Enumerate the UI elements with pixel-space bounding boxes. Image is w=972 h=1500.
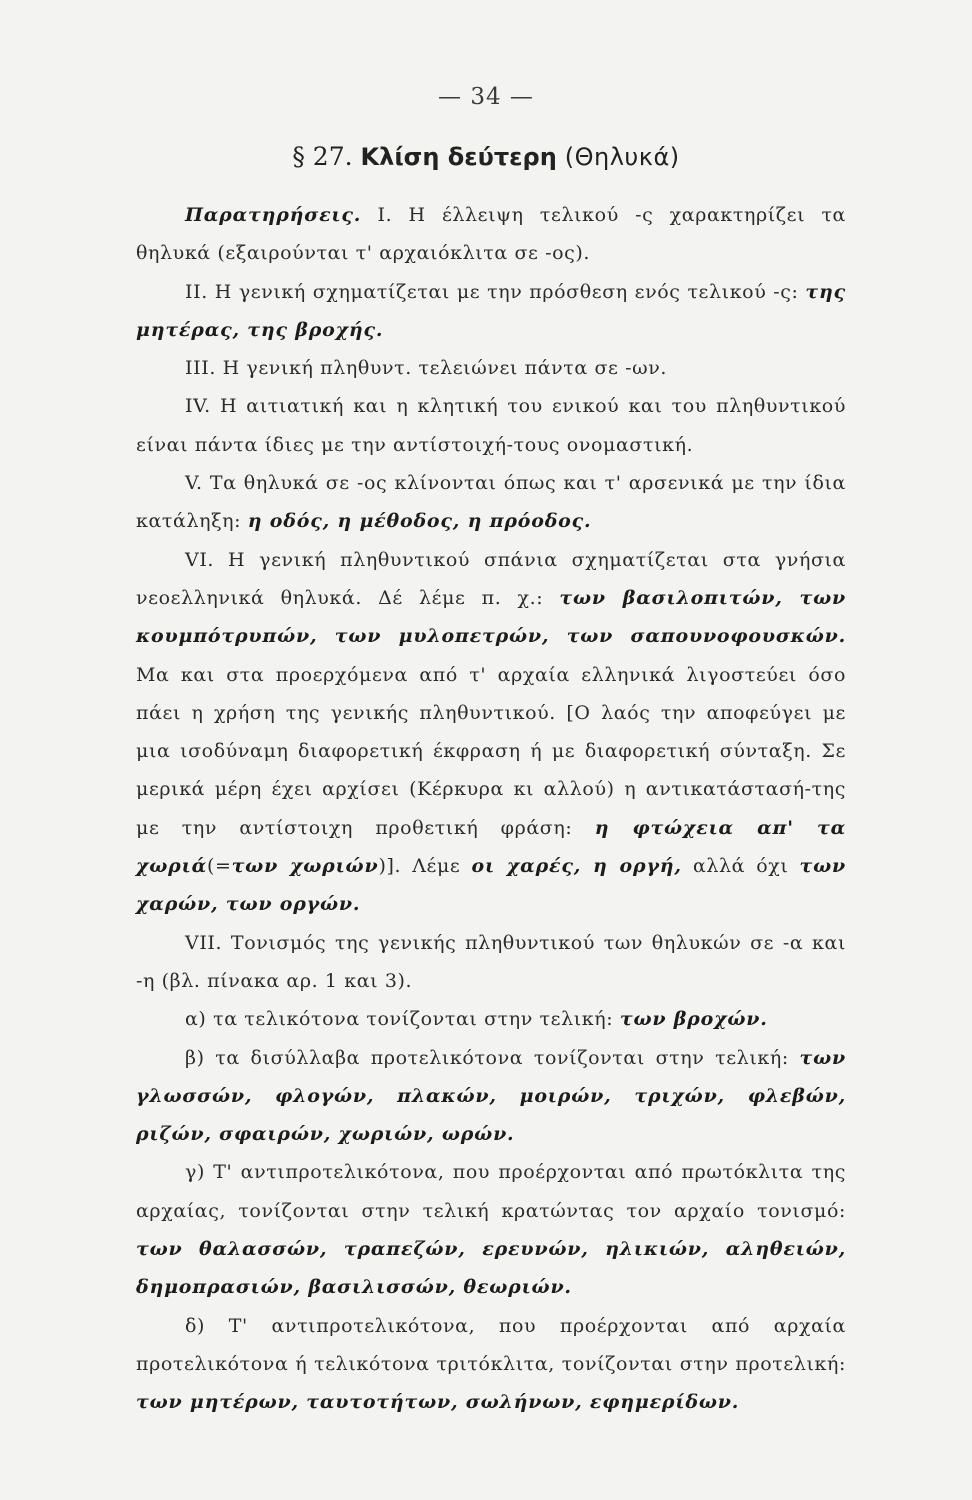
paragraph-remarks-7 [136, 924, 846, 1001]
paragraph-remarks-4 [136, 387, 846, 464]
paragraph-item-a [136, 1000, 846, 1038]
text-span: VII. Τονισμός της γενικής πληθυντικού των θηλυκών σε -α και -η (βλ. πίνακα αρ. 1 και 3). [136, 931, 846, 992]
paragraph-item-c [136, 1153, 846, 1306]
text-span: α) τα τελικότονα τονίζονται στην τελική: [185, 1008, 620, 1031]
text-span: των θαλασσών, τραπεζών, ερευνών, ηλικιών, αληθειών, δημοπρασιών, βασιλισσών, θεωριών. [136, 1238, 846, 1299]
text-span: II. Η γενική σχηματίζεται με την πρόσθεση ενός τελικού -ς: [185, 280, 806, 303]
paragraph-remarks-2 [136, 273, 846, 350]
text-span: I. Η έλλειψη τελικού -ς χαρακτηρίζει τα θηλυκά (εξαιρούνται τ' αρχαιόκλιτα σε -ος). [136, 204, 846, 265]
text-span: IV. Η αιτιατική και η κλητική του ενικού και του πληθυντικού είναι πάντα ίδιες με την αντίστοιχή-τους ονομαστική. [136, 395, 846, 456]
text-span: η φτώχεια απ' τα χωριά [136, 816, 846, 878]
paragraph-item-d [136, 1307, 846, 1422]
section-title: Κλίση δεύτερη [360, 143, 557, 171]
text-span: Μα και στα προερχόμενα από τ' αρχαία ελληνικά λιγοστεύει όσο πάει η χρήση της γενικής πληθυντικού. [Ο λαός την αποφεύγει με μια ισοδύναμη διαφορετική έκφραση ή με διαφορετική σύνταξη. Σε μερικά μέρη έχει αρχίσει (Κέρκυρα κι αλλού) η αντικατάστασή-της με την αντίστοιχη προθετική φράση: [136, 663, 846, 839]
text-span: αλλά όχι [681, 855, 800, 878]
text-span: δ) Τ' αντιπροτελικότονα, που προέρχονται από αρχαία προτελικότονα ή τελικότονα τριτόκλιτα, τονίζονται στην προτελική: [136, 1314, 846, 1375]
page-number: — 34 — [438, 84, 534, 110]
text-span: των μητέρων, ταυτοτήτων, σωλήνων, εφημερίδων. [136, 1391, 740, 1414]
text-span: V. Τα θηλυκά σε -ος κλίνονται όπως και τ' αρσενικά με την ίδια κατάληξη: [136, 472, 846, 533]
section-heading [0, 142, 972, 171]
paragraph-remarks-6 [136, 541, 846, 924]
text-span: Παρατηρήσεις. [185, 204, 362, 226]
body-text [136, 196, 846, 1422]
text-span: (= [207, 855, 232, 878]
paragraph-remarks-5 [136, 464, 846, 541]
text-span: III. Η γενική πληθυντ. τελειώνει πάντα σε -ων. [185, 357, 668, 380]
section-number: § 27. [292, 142, 353, 171]
text-span: της μητέρας, της βροχής. [136, 280, 846, 341]
text-span: οι χαρές, η οργή, [471, 855, 682, 878]
text-span: των γλωσσών, φλογών, πλακών, μοιρών, τριχών, φλεβών, ριζών, σφαιρών, χωριών, ωρών. [136, 1046, 846, 1146]
section-subtitle: (Θηλυκά) [564, 143, 680, 171]
text-span: των χωριών [231, 855, 379, 878]
text-span: )]. Λέμε [378, 855, 472, 878]
paragraph-item-b [136, 1039, 846, 1154]
text-span: των βροχών. [619, 1008, 768, 1031]
paragraph-remarks-1 [136, 196, 846, 273]
paragraph-remarks-3 [136, 349, 846, 387]
text-span: VI. Η γενική πληθυντικού σπάνια σχηματίζεται στα γνήσια νεοελληνικά θηλυκά. Δέ λέμε π. χ.: [136, 548, 846, 609]
text-span: η οδός, η μέθοδος, η πρόοδος. [247, 510, 592, 533]
text-span: β) τα δισύλλαβα προτελικότονα τονίζονται στην τελική: [185, 1046, 800, 1069]
text-span: των χαρών, των οργών. [136, 855, 846, 916]
text-span: γ) Τ' αντιπροτελικότονα, που προέρχονται από πρωτόκλιτα της αρχαίας, τονίζονται στην τελική κρατώντας τον αρχαίο τονισμό: [136, 1161, 846, 1222]
text-span: των βασιλοπιτών, των κουμπότρυπών, των μυλοπετρών, των σαπουνοφουσκών. [136, 586, 846, 648]
